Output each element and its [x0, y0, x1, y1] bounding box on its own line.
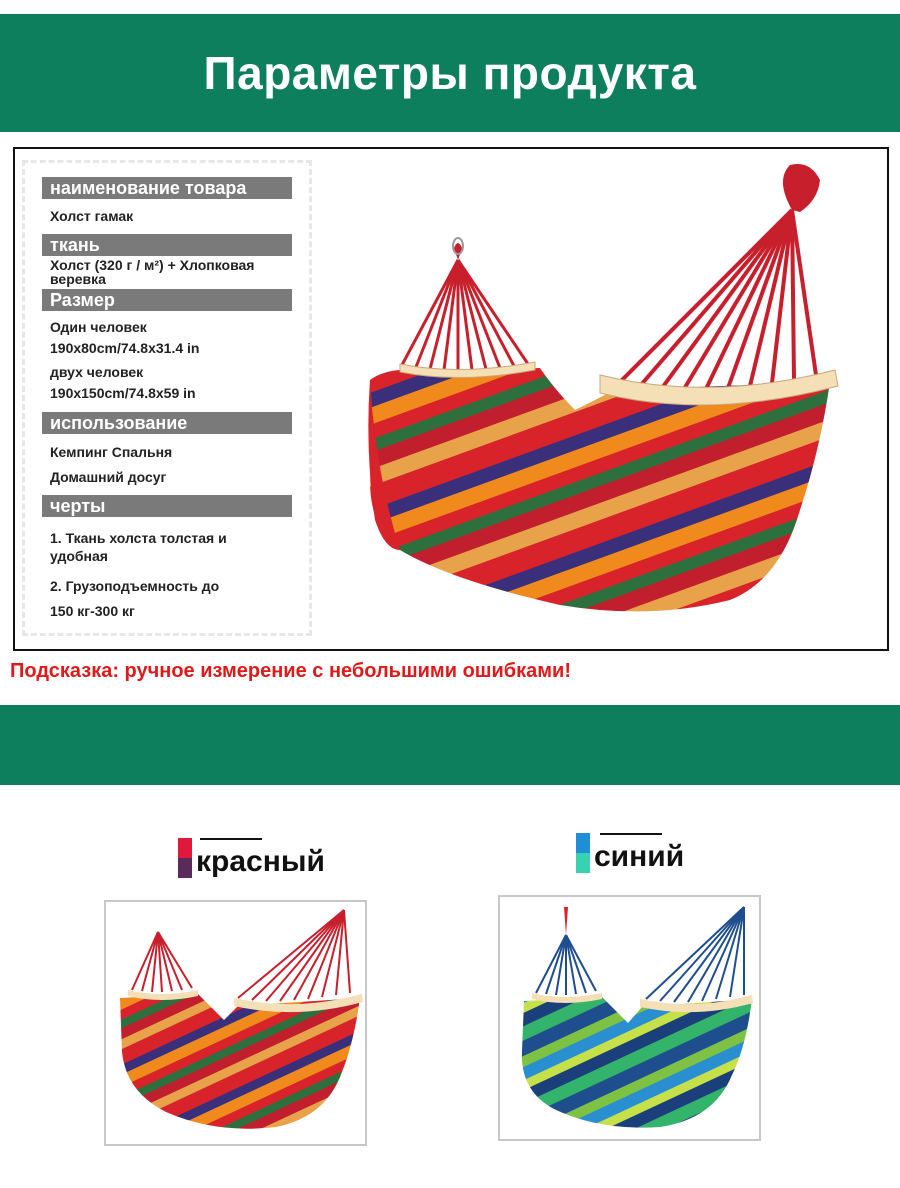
spec-size-double-label: двух человек	[50, 364, 144, 380]
spec-heading-size: Размер	[42, 289, 292, 311]
spec-value-fabric-line1: Холст (320 г / м²) + Хлопковая	[50, 257, 255, 273]
measurement-hint: Подсказка: ручное измерение с небольшими ошибками!	[10, 660, 571, 682]
hammock-blue-image	[500, 897, 759, 1139]
spec-size-single-value: 190x80cm/74.8x31.4 in	[50, 340, 200, 356]
variant-blue-thumbnail[interactable]	[498, 895, 761, 1141]
variant-red-swatch	[178, 838, 192, 878]
swatch-bottom	[576, 853, 590, 873]
spec-usage-line1: Кемпинг Спальня	[50, 444, 173, 460]
spec-heading-name: наименование товара	[42, 177, 292, 199]
variant-blue-label[interactable]	[576, 833, 684, 873]
spec-feature1-line1: 1. Ткань холста толстая и	[50, 530, 227, 546]
spec-size-single-label: Один человек	[50, 319, 147, 335]
swatch-top	[178, 838, 192, 858]
section-band	[0, 705, 900, 785]
spec-value-fabric-line2: веревка	[50, 271, 106, 287]
spec-heading-fabric: ткань	[42, 234, 292, 256]
spec-feature2-line2: 150 кг-300 кг	[50, 603, 135, 619]
variant-red-label[interactable]	[178, 838, 325, 878]
spec-heading-usage: использование	[42, 412, 292, 434]
spec-size-double-value: 190x150cm/74.8x59 in	[50, 385, 196, 401]
variant-red-thumbnail[interactable]	[104, 900, 367, 1146]
variant-blue-name: синий	[594, 840, 685, 873]
spec-feature2-line1: 2. Грузоподъемность до	[50, 578, 220, 594]
hammock-main-image	[330, 150, 885, 645]
spec-heading-features: черты	[42, 495, 292, 517]
spec-value-name: Холст гамак	[50, 208, 134, 224]
spec-feature1-line2: удобная	[50, 548, 108, 564]
hammock-red-image	[106, 902, 365, 1144]
page-title: Параметры продукта	[203, 47, 697, 99]
variant-blue-swatch	[576, 833, 590, 873]
spec-usage-line2: Домашний досуг	[50, 469, 167, 485]
swatch-top	[576, 833, 590, 853]
swatch-bottom	[178, 858, 192, 878]
variant-red-name: красный	[196, 845, 325, 878]
